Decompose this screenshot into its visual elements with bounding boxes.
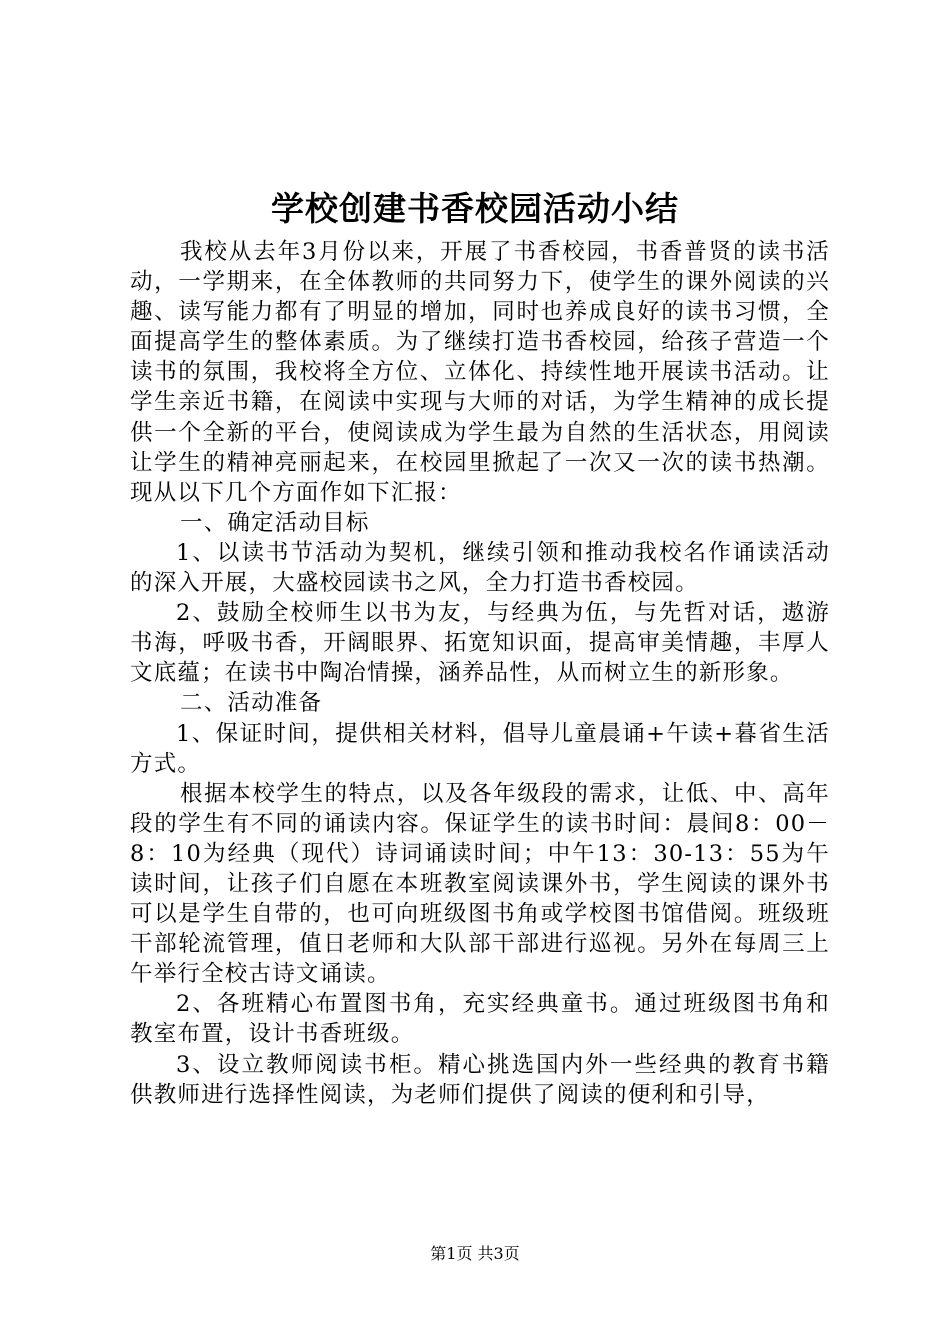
intro-paragraph: 我校从去年3月份以来，开展了书香校园，书香普贤的读书活动，一学期来，在全体教师的共同努力下，使学生的课外阅读的兴趣、读写能力都有了明显的增加，同时也养成良好的读书习惯，全面提高学生的整体素质。为了继续打造书香校园，给孩子营造一个读书的氛围，我校将全方位、立体化、持续性地开展读书活动。让学生亲近书籍，在阅读中实现与大师的对话，为学生精神的成长提供一个全新的平台，使阅读成为学生最为自然的生活状态，用阅读让学生的精神亮丽起来，在校园里掀起了一次又一次的读书热潮。现从以下几个方面作如下汇报： [130, 239, 830, 506]
section-heading-goals: 一、确定活动目标 [180, 509, 370, 536]
prep-item-3: 3、设立教师阅读书柜。精心挑选国内外一些经典的教育书籍供教师进行选择性阅读，为老师们提供了阅读的便利和引导， [130, 1051, 830, 1108]
prep-item-1: 1、保证时间，提供相关材料，倡导儿童晨诵+午读+暮省生活方式。 [130, 720, 830, 777]
goal-item-2: 2、鼓励全校师生以书为友，与经典为伍，与先哲对话，遨游书海，呼吸书香，开阔眼界、拓宽知识面，提高审美情趣，丰厚人文底蕴；在读书中陶冶情操，涵养品性，从而树立生的新形象。 [130, 600, 830, 687]
goal-item-1: 1、以读书节活动为契机，继续引领和推动我校名作诵读活动的深入开展，大盛校园读书之风，全力打造书香校园。 [130, 539, 830, 597]
document-title: 学校创建书香校园活动小结 [271, 189, 679, 228]
prep-detail-paragraph: 根据本校学生的特点，以及各年级段的需求，让低、中、高年段的学生有不同的诵读内容。保证学生的读书时间：晨间8：00－8：10为经典（现代）诗词诵读时间；中午13：30-13：55为午读时间，让孩子们自愿在本班教室阅读课外书，学生阅读的课外书可以是学生自带的，也可向班级图书角或学校图书馆借阅。班级班干部轮流管理，值日老师和大队部干部进行巡视。另外在每周三上午举行全校古诗文诵读。 [130, 780, 830, 988]
prep-item-2: 2、各班精心布置图书角，充实经典童书。通过班级图书角和教室布置，设计书香班级。 [130, 991, 830, 1048]
page-footer: 第1页 共3页 [430, 1244, 520, 1263]
document-body [130, 237, 830, 1110]
section-heading-preparation: 二、活动准备 [180, 690, 323, 717]
